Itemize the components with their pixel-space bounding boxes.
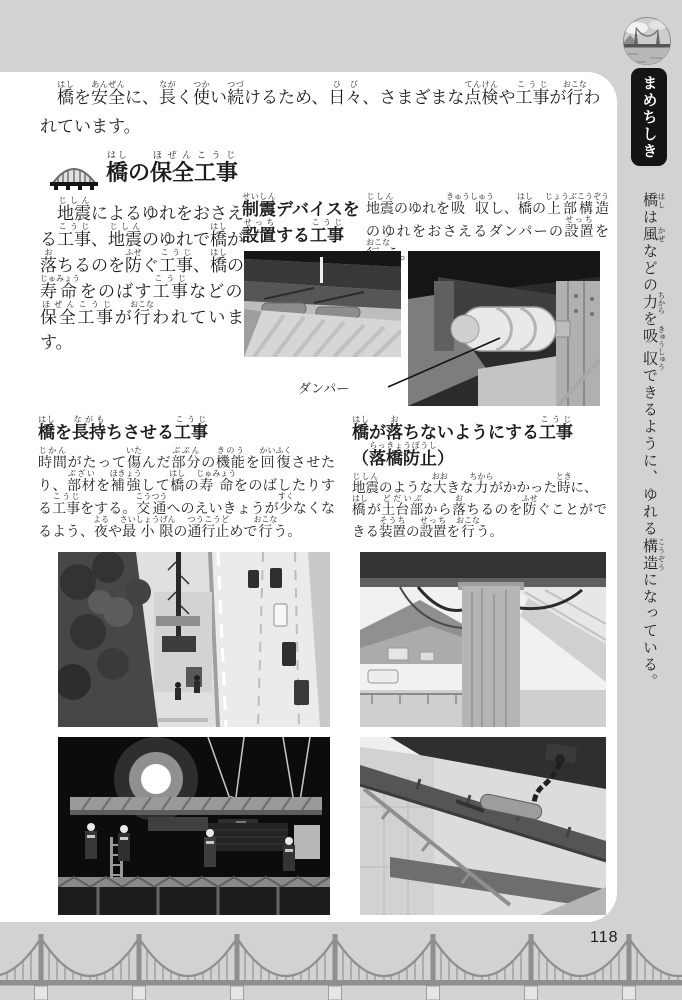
photo-road-repair-crane: [58, 552, 330, 727]
photo-unseating-prevention-device: [360, 737, 606, 915]
trivia-badge: [631, 68, 667, 166]
page-number: 118: [590, 929, 619, 946]
section-lead-paragraph: 地震じしんによるゆれをおさえる工事こうじ、地震じしんのゆれで橋はしが落おちるのを防ふせぐ工事こうじ、橋はしの寿命じゅみょうをのばす工事こうじなどの保全工事ほぜんこうじが行おこなわれています。: [40, 196, 245, 352]
damper-paragraph: 地震じしんのゆれを吸収きゅうしゅうし、橋はしの上部構造じょうぶこうぞうのゆれをおさえるダンパーの設置せっちをおこな: [366, 192, 609, 247]
prevention-heading-line1: 橋はしが落おちないようにする工事こうじ: [352, 415, 573, 442]
damper-heading: 制震せいしんデバイスを設置せっちする工事こうじ: [242, 192, 360, 245]
prevention-paragraph: 地震じしんのような大おおきな力ちからがかかった時ときに、橋はしが土台部どだいぶから落おちるのを防ふせぐことができる装置そうちの設置せっちを行おこなう。: [352, 472, 608, 539]
trivia-bridge-icon: [622, 16, 672, 66]
section-title: 橋はしの保全工事ほぜんこうじ: [106, 150, 239, 185]
intro-paragraph: 橋はしを安全あんぜんに、長ながく使つかい続つづけるため、日々ひび、さまざまな点検てんけんや工事こうじが行おこなわれています。: [40, 80, 601, 136]
trivia-badge-label: まめちしき: [640, 74, 658, 160]
suspension-bridge-footer-pattern: [0, 924, 682, 1000]
longlife-paragraph: 時間じかんがたって傷いたんだ部分ぶぶんの機能きのうを回復かいふくさせたり、部材ぶざいを補強ほきょうして橋はしの寿命じゅみょうをのばしたりする工事こうじをする。交通こうつうへのえいきょうが少すくなくなるよう、夜よるや最小限さいしょうげんの通行止つうこうどめで行おこなう。: [38, 446, 336, 539]
photo-night-construction: [58, 737, 330, 915]
arch-bridge-icon: [50, 160, 98, 190]
longlife-heading: 橋はしを長持ながもちさせる工事こうじ: [38, 415, 208, 442]
damper-caption: ダンパー: [298, 381, 350, 396]
damper-pointer-line: [386, 334, 506, 390]
photo-damper-installation: [244, 251, 401, 357]
section-header: [50, 150, 238, 190]
photo-bridge-pier: [360, 552, 606, 727]
prevention-heading-line2: （落橋防止らっきょうぼうし）: [352, 441, 454, 468]
trivia-note: 橋 はしは風 かぜなどの力 ちからを吸収 きゅうしゅうできるように、ゆれる構造 こうぞうになっている。: [641, 192, 666, 691]
